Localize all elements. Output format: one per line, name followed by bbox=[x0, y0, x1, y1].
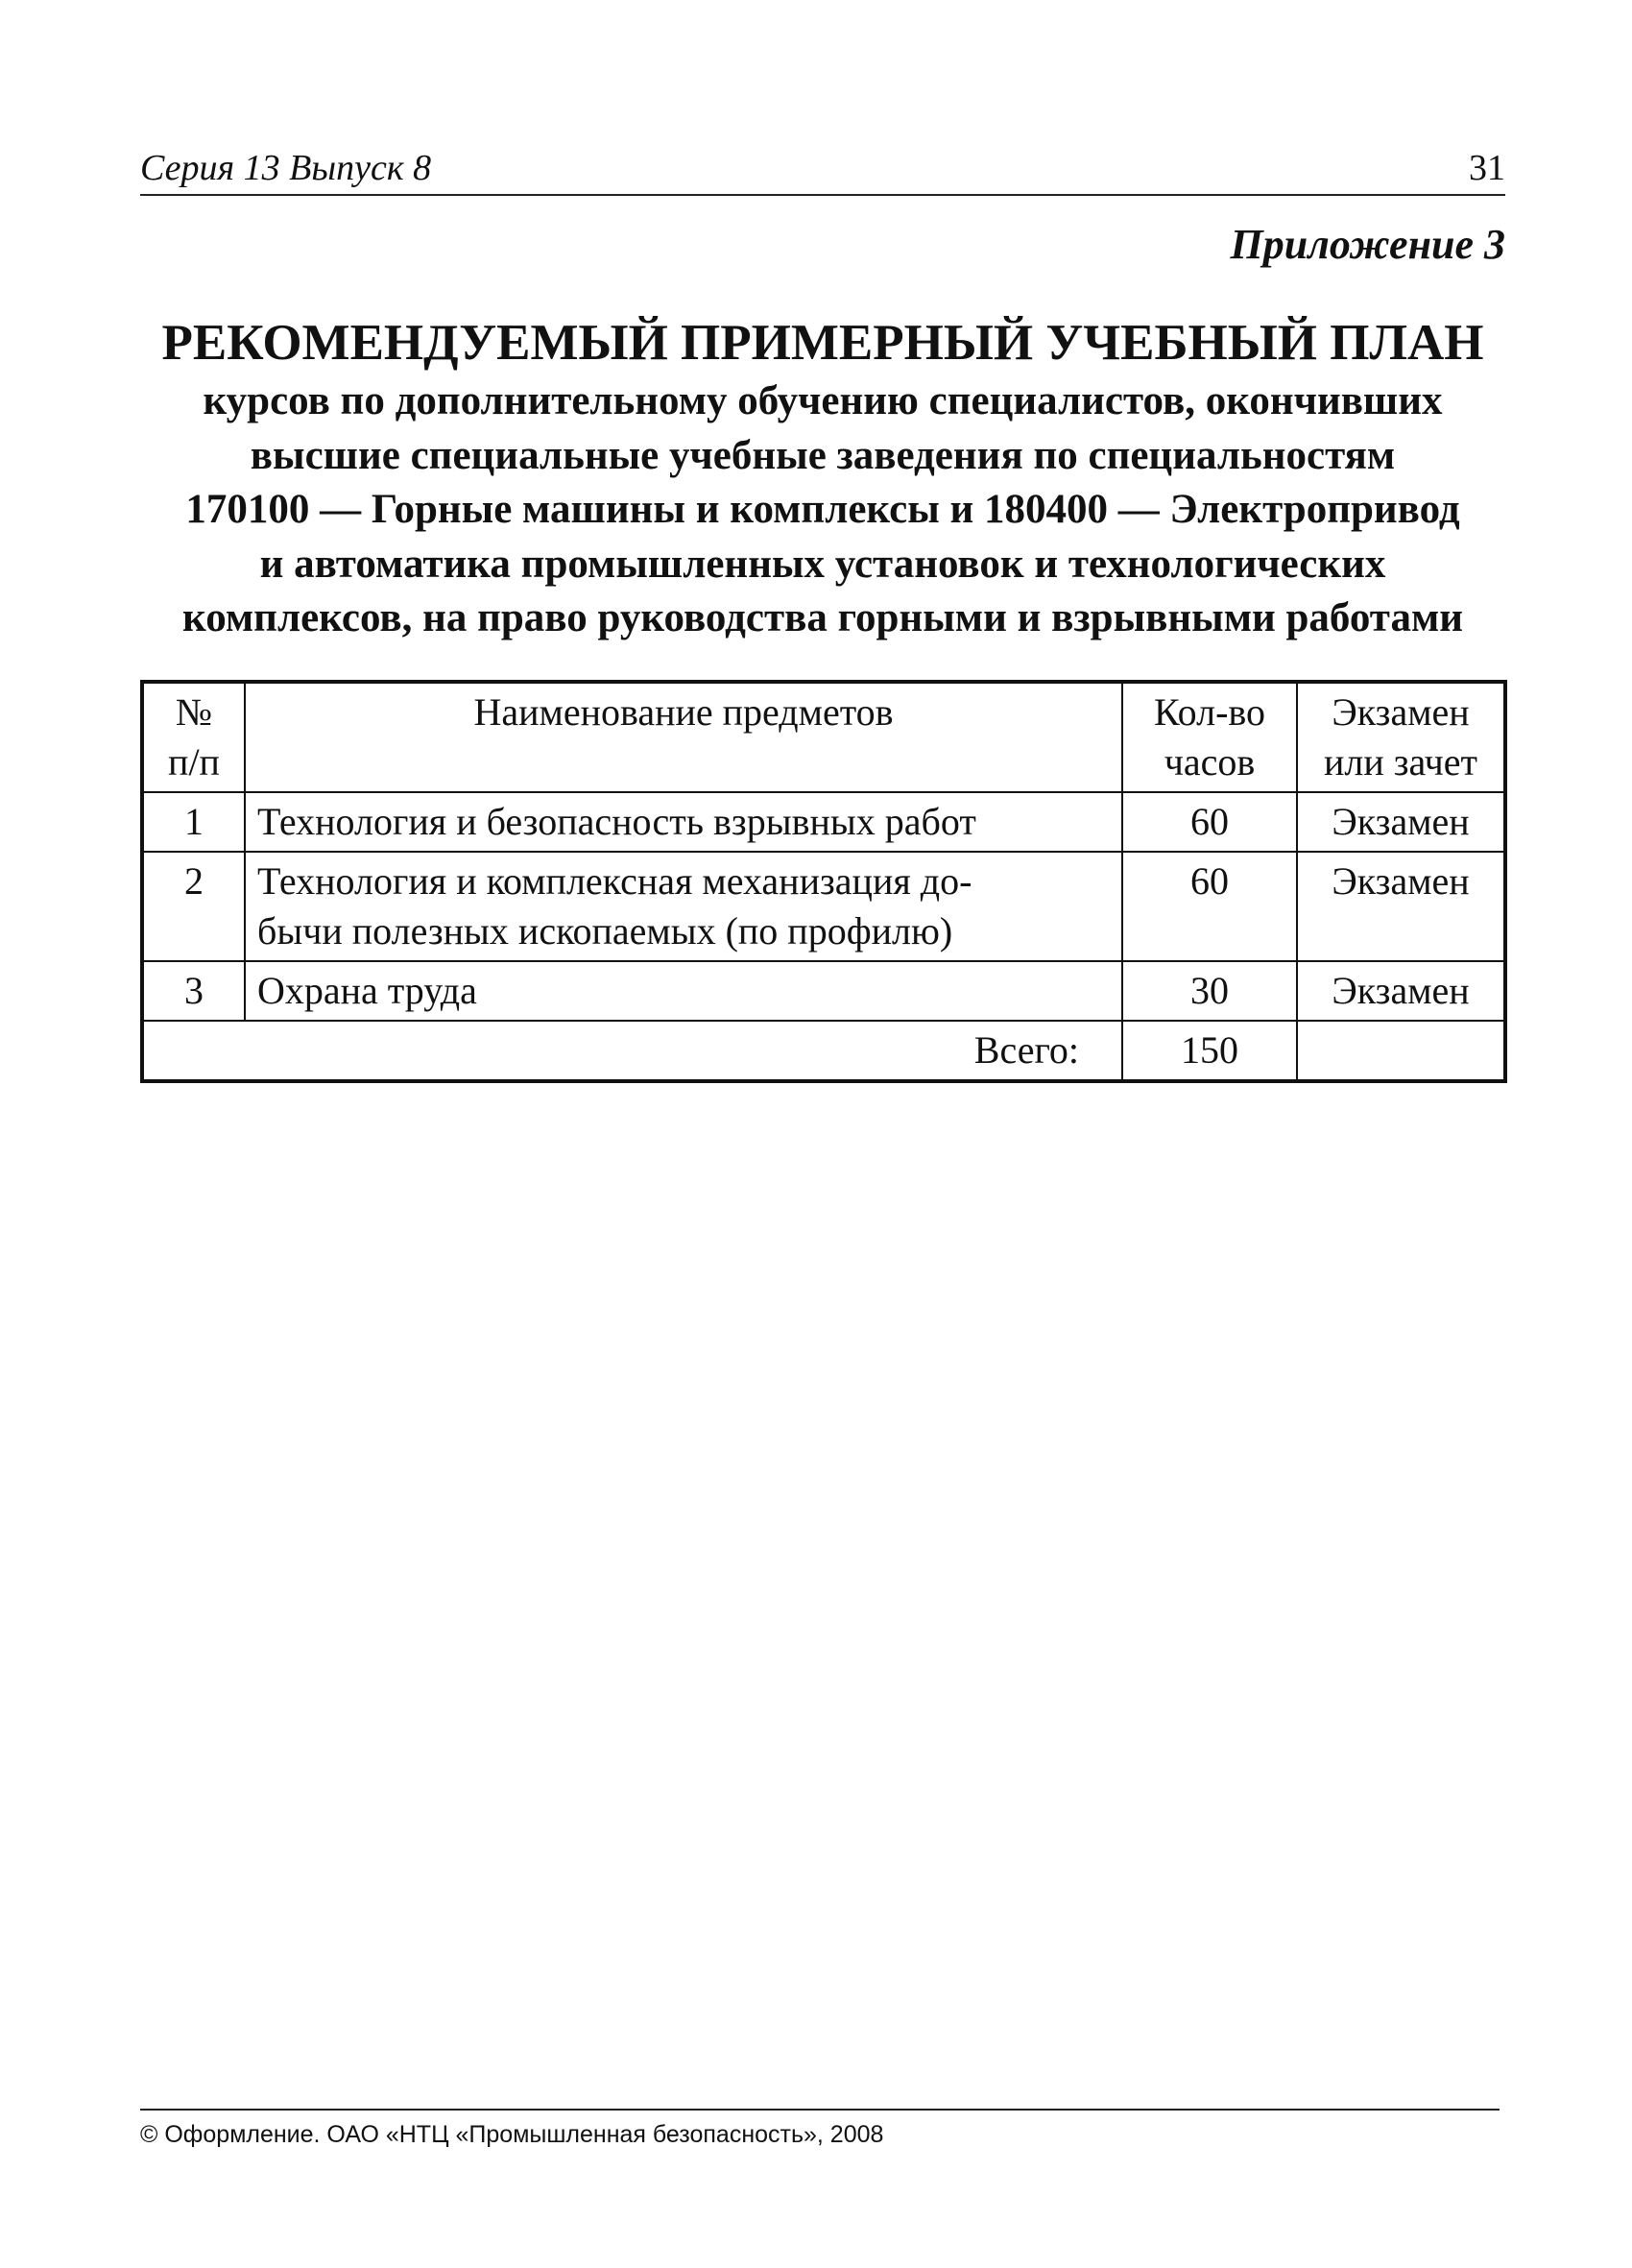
row-subject: Охрана труда bbox=[245, 961, 1122, 1021]
row-hours: 30 bbox=[1122, 961, 1297, 1021]
header-num-line1: № bbox=[175, 690, 213, 734]
row-num: 1 bbox=[142, 792, 245, 852]
subtitle-line: и автоматика промышленных установок и технологических bbox=[259, 541, 1386, 587]
page-number: 31 bbox=[1469, 148, 1505, 188]
series-label: Серия 13 Выпуск 8 bbox=[140, 148, 432, 188]
curriculum-table bbox=[140, 680, 1507, 1083]
row-subject-line: Технология и комплексная механизация до- bbox=[257, 859, 972, 903]
row-exam: Экзамен bbox=[1297, 961, 1505, 1021]
row-exam: Экзамен bbox=[1297, 792, 1505, 852]
running-header bbox=[140, 146, 1505, 196]
subtitle-line: 170100 — Горные машины и комплексы и 180400 — Электропривод bbox=[185, 487, 1460, 532]
table-total-row bbox=[142, 1021, 1505, 1081]
document-subtitle bbox=[140, 374, 1505, 646]
header-exam-line1: Экзамен bbox=[1332, 690, 1470, 734]
row-num: 3 bbox=[142, 961, 245, 1021]
total-label: Всего: bbox=[142, 1021, 1122, 1081]
table-row bbox=[142, 961, 1505, 1021]
row-subject bbox=[245, 852, 1122, 961]
table-row bbox=[142, 852, 1505, 961]
footer-divider bbox=[140, 2109, 1500, 2111]
subtitle-line: комплексов, на право руководства горными и взрывными работами bbox=[181, 595, 1464, 640]
footer-copyright: © Оформление. ОАО «НТЦ «Промышленная безопасность», 2008 bbox=[140, 2121, 884, 2148]
header-num-line2: п/п bbox=[168, 740, 220, 784]
row-subject: Технология и безопасность взрывных работ bbox=[245, 792, 1122, 852]
subtitle-line: курсов по дополнительному обучению специалистов, окончивших bbox=[203, 378, 1443, 423]
row-hours: 60 bbox=[1122, 852, 1297, 961]
table-row bbox=[142, 792, 1505, 852]
total-exam bbox=[1297, 1021, 1505, 1081]
header-name: Наименование предметов bbox=[245, 682, 1122, 792]
table-header-row bbox=[142, 682, 1505, 792]
header-num bbox=[142, 682, 245, 792]
header-hours bbox=[1122, 682, 1297, 792]
row-exam: Экзамен bbox=[1297, 852, 1505, 961]
subtitle-line: высшие специальные учебные заведения по специальностям bbox=[250, 432, 1396, 478]
row-num: 2 bbox=[142, 852, 245, 961]
appendix-label: Приложение 3 bbox=[1230, 221, 1505, 268]
document-title: РЕКОМЕНДУЕМЫЙ ПРИМЕРНЫЙ УЧЕБНЫЙ ПЛАН bbox=[161, 315, 1484, 371]
row-hours: 60 bbox=[1122, 792, 1297, 852]
header-hours-line1: Кол-во bbox=[1153, 690, 1266, 734]
header-hours-line2: часов bbox=[1164, 740, 1256, 784]
total-hours: 150 bbox=[1122, 1021, 1297, 1081]
row-subject-line: бычи полезных ископаемых (по профилю) bbox=[257, 909, 953, 953]
header-exam bbox=[1297, 682, 1505, 792]
header-exam-line2: или зачет bbox=[1323, 740, 1478, 784]
